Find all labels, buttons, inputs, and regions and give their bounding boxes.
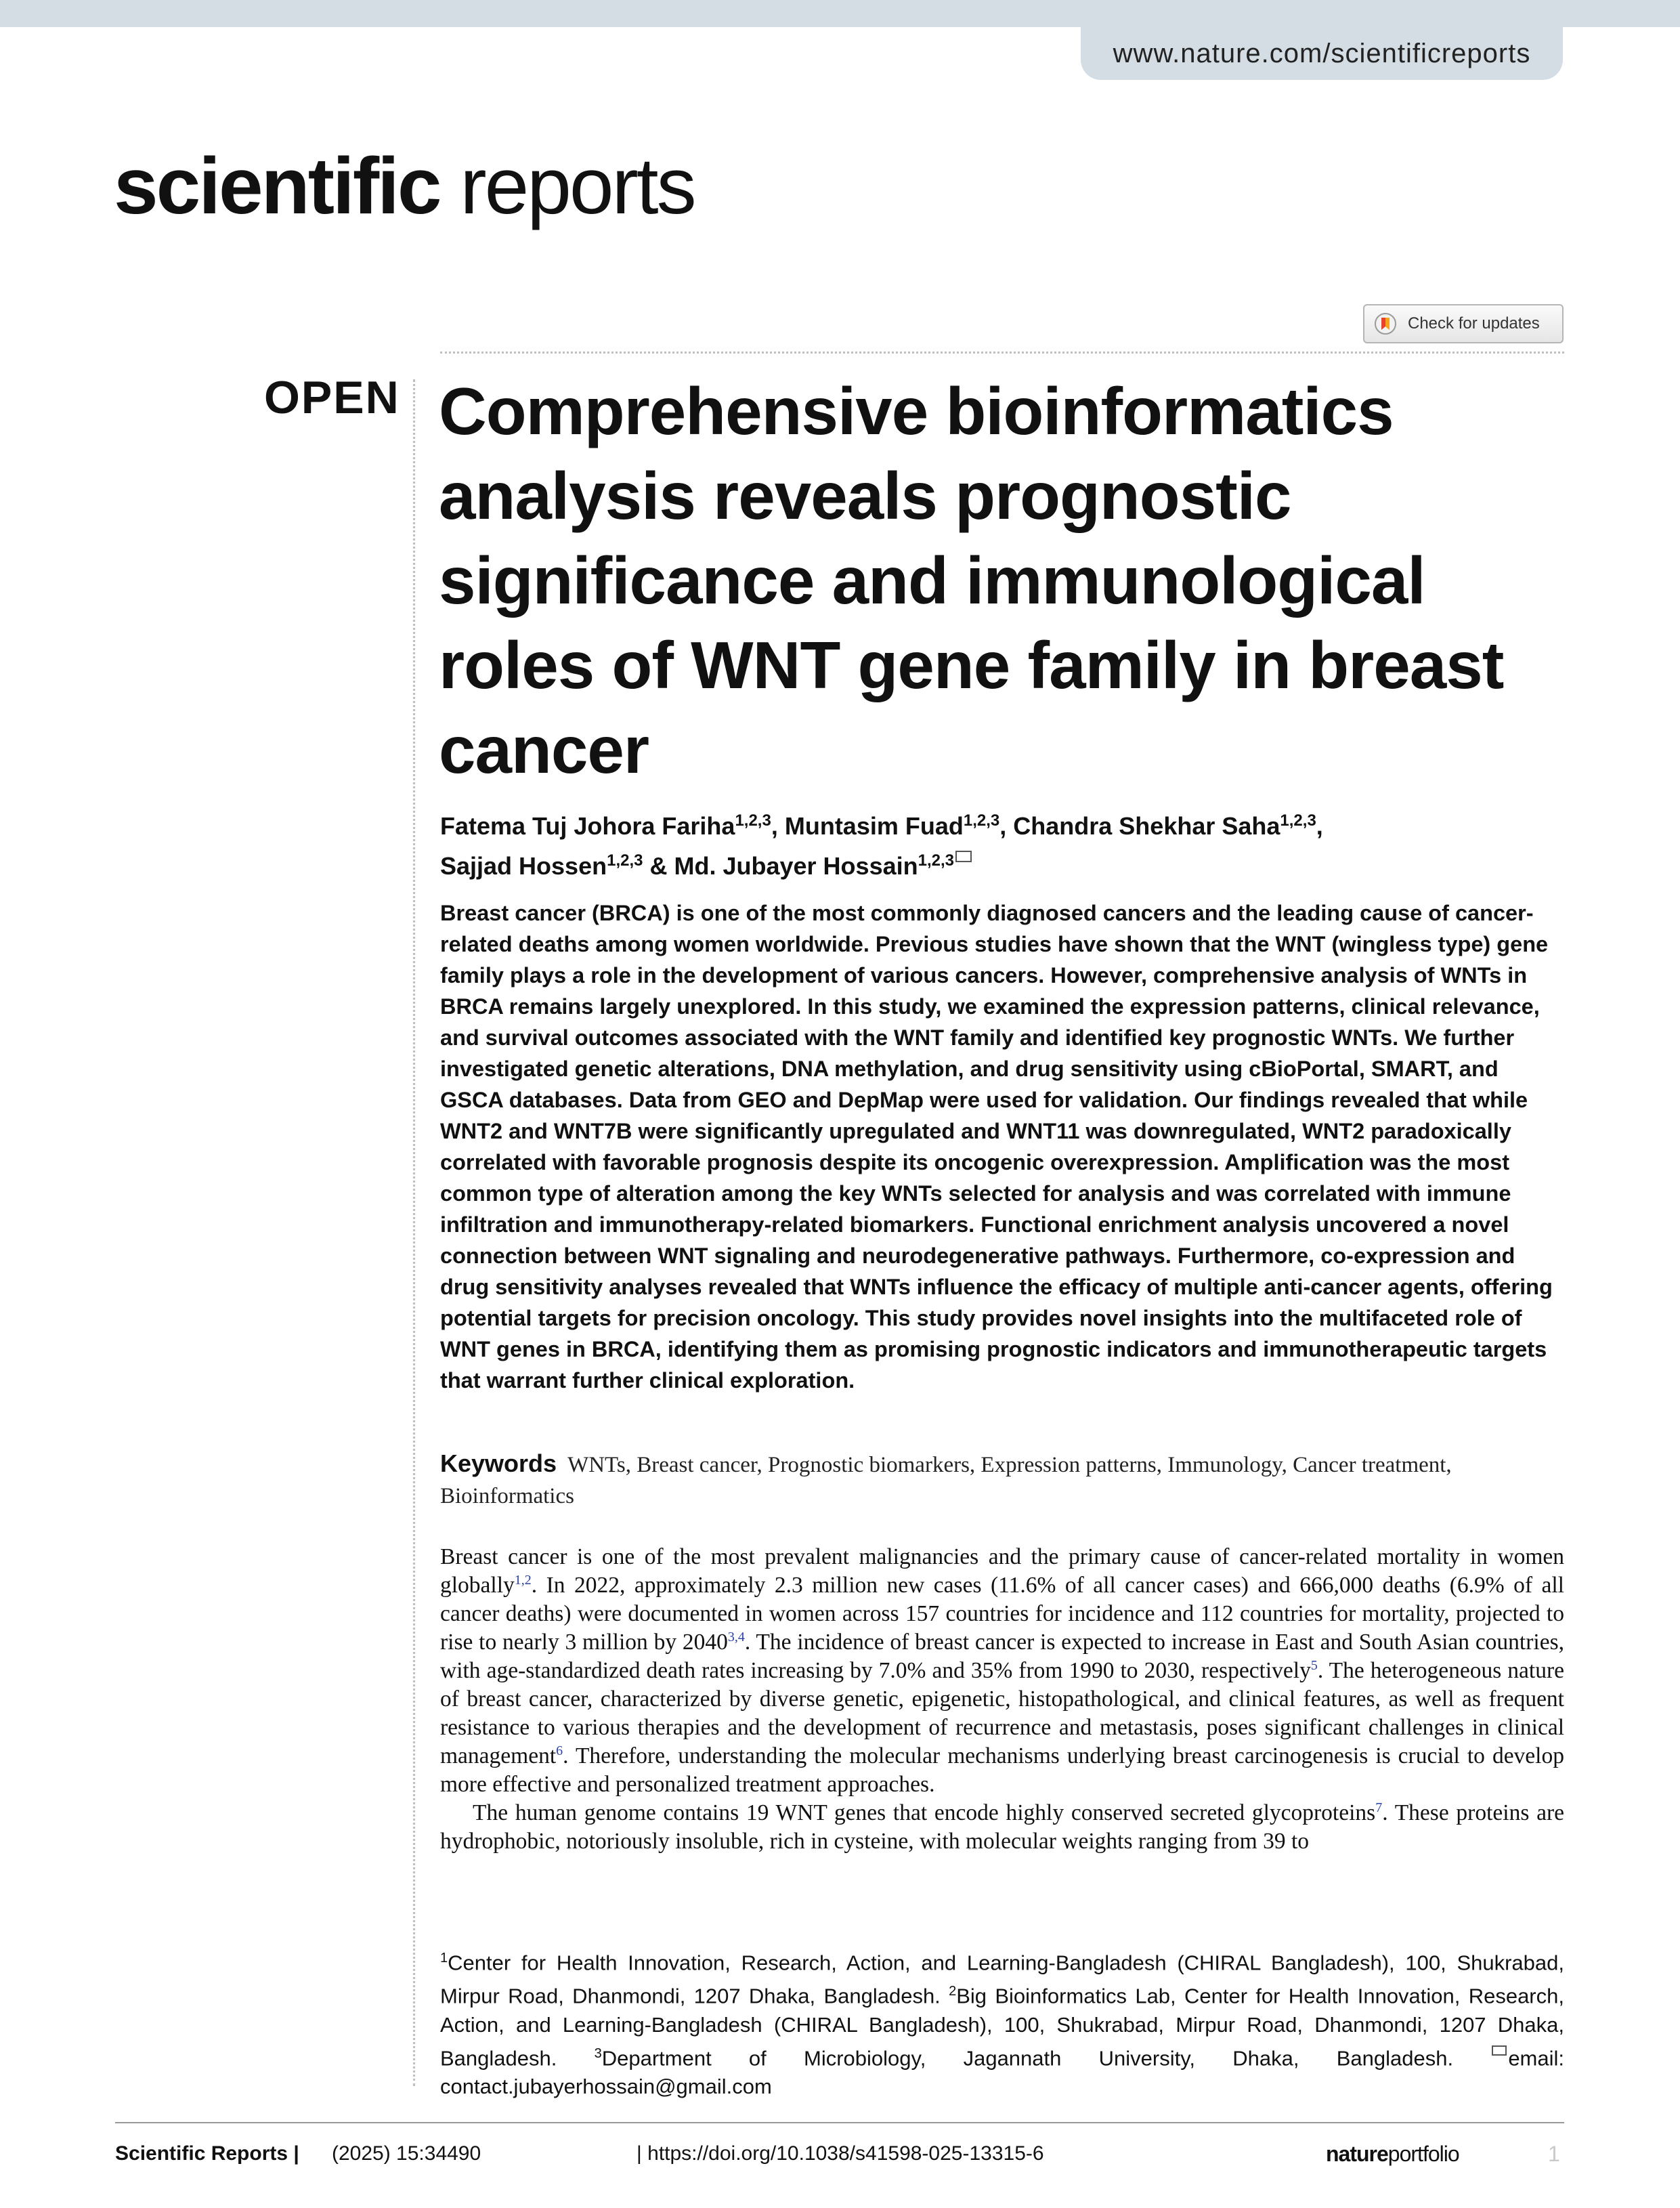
footer-divider — [115, 2122, 1564, 2123]
reference-link[interactable]: 3,4 — [727, 1629, 745, 1644]
abstract: Breast cancer (BRCA) is one of the most commonly diagnosed cancers and the leading cause of cancer-related deaths among women worldwide. Previous studies have shown that the WNT (wingless type) gene family plays a role in the development of various cancers. However, comprehensive analysis of WNTs in BRCA remains largely unexplored. In this study, we examined the expression patterns, clinical relevance, and survival outcomes associated with the WNT family and identified key prognostic WNTs. We further investigated genetic alterations, DNA methylation, and drug sensitivity using cBioPortal, SMART, and GSCA databases. Data from GEO and DepMap were used for validation. Our findings revealed that while WNT2 and WNT7B were significantly upregulated and WNT11 was downregulated, WNT2 paradoxically correlated with favorable prognosis despite its oncogenic overexpression. Amplification was the most common type of alteration among the key WNTs selected for analysis and was correlated with immune infiltration and immunotherapy-related biomarkers. Functional enrichment analysis uncovered a novel connection between WNT signaling and neurodegenerative pathways. Furthermore, co-expression and drug sensitivity analyses revealed that WNTs influence the efficacy of multiple anti-cancer agents, offering potential targets for precision oncology. This study provides novel insights into the multifaceted role of WNT genes in BRCA, identifying them as promising prognostic indicators and immunotherapeutic targets that warrant further clinical exploration. — [440, 901, 1553, 1393]
footer-citation: (2025) 15:34490 — [332, 2142, 481, 2165]
author-name[interactable]: Fatema Tuj Johora Fariha — [440, 812, 735, 840]
publisher-logo: natureportfolio — [1326, 2142, 1459, 2166]
paragraph: Breast cancer is one of the most prevalent malignancies and the primary cause of cancer-related mortality in women globally$^{1,2}$. In 2022, approximately 2.3 million new cases (11.6% of all cancer cases) and 666,000 deaths (6.9% of all cancer deaths) were documented in women across 157 countries for incidence and 112 countries for mortality, projected to rise to nearly 3 million by 2040$^{3,4}$. The incidence of breast cancer is expected to increase in East and South Asian countries, with age-standardized death rates increasing by 7.0% and 35% from 1990 to 2030, respectively$^5$. The heterogeneous nature of breast cancer, characterized by diverse genetic, epigenetic, histopathological, and clinical features, as well as frequent resistance to various therapies and the development of recurrence and metastasis, poses significant challenges in clinical management$^6$. Therefore, understanding the molecular mechanisms underlying breast carcinogenesis is crucial to develop more effective and personalized treatment approaches. — [440, 1544, 1564, 1797]
reference-link[interactable]: 7 — [1375, 1800, 1383, 1815]
journal-logo: scientific reports — [114, 142, 695, 231]
paragraph: The human genome contains 19 WNT genes that encode highly conserved secreted glycoproteins$^7$. These proteins are hydrophobic, notoriously insoluble, rich in cysteine, with molecular weights ranging from 39 to — [440, 1800, 1564, 1854]
envelope-icon — [1492, 2045, 1507, 2056]
divider-left — [413, 379, 415, 2086]
author-name[interactable]: Muntasim Fuad — [784, 812, 964, 840]
affiliations: $^1$Center for Health Innovation, Research, Action, and Learning-Bangladesh (CHIRAL Bangladesh), 100, Shukrabad, Mirpur Road, Dhanmondi, 1207 Dhaka, Bangladesh. $^2$Big Bioinformatics Lab, Center for Health Innovation, Research, Action, and Learning-Bangladesh (CHIRAL Bangladesh), 100, Shukrabad, Mirpur Road, Dhanmondi, 1207 Dhaka, Bangladesh. $^3$Department of Microbiology, Jagannath University, Dhaka, Bangladesh. email: contact.jubayerhossain@gmail.com — [440, 1951, 1565, 2098]
journal-url[interactable]: www.nature.com/scientificreports — [1081, 27, 1563, 80]
check-for-updates-button[interactable] — [1363, 304, 1564, 343]
divider-top — [440, 352, 1564, 354]
body-text — [440, 1543, 1564, 1856]
page-number: 1 — [1548, 2142, 1560, 2166]
corresponding-email[interactable]: email: contact.jubayerhossain@gmail.com — [440, 2045, 1565, 2098]
keywords — [440, 1448, 1564, 1512]
open-access-label: OPEN — [264, 372, 400, 423]
author-affiliation: 1,2,3 — [918, 851, 954, 870]
check-for-updates-label: Check for updates — [1408, 314, 1540, 333]
author-affiliation: 1,2,3 — [963, 811, 1000, 830]
keywords-list: WNTs, Breast cancer, Prognostic biomarkers, Expression patterns, Immunology, Cancer treatment, Bioinformatics — [440, 1453, 1452, 1508]
article-title: Comprehensive bioinformatics analysis reveals prognostic significance and immunological roles of WNT gene family in breast cancer — [439, 374, 1504, 787]
crossmark-icon — [1374, 312, 1397, 335]
footer-doi-link[interactable]: | https://doi.org/10.1038/s41598-025-13315-6 — [637, 2142, 1044, 2165]
top-band — [0, 0, 1680, 27]
author-affiliation: 1,2,3 — [735, 811, 771, 830]
reference-link[interactable]: 1,2 — [514, 1572, 532, 1588]
author-affiliation: 1,2,3 — [1280, 811, 1316, 830]
author-name[interactable]: Md. Jubayer Hossain — [674, 852, 918, 880]
envelope-icon[interactable] — [955, 851, 972, 862]
author-name[interactable]: Sajjad Hossen — [440, 852, 607, 880]
reference-link[interactable]: 5 — [1310, 1657, 1318, 1673]
author-name[interactable]: Chandra Shekhar Saha — [1013, 812, 1280, 840]
keywords-label: Keywords — [440, 1449, 557, 1477]
reference-link[interactable]: 6 — [556, 1743, 563, 1758]
footer-journal: Scientific Reports | — [115, 2142, 299, 2165]
author-affiliation: 1,2,3 — [607, 851, 643, 870]
author-list: Fatema Tuj Johora Fariha$^{1,2,3}$, Muntasim Fuad$^{1,2,3}$, Chandra Shekhar Saha$^{1,2,3}$, Sajjad Hossen$^{1,2,3}$ & Md. Jubayer Hossain$^{1,2,3}$ — [440, 811, 1323, 880]
